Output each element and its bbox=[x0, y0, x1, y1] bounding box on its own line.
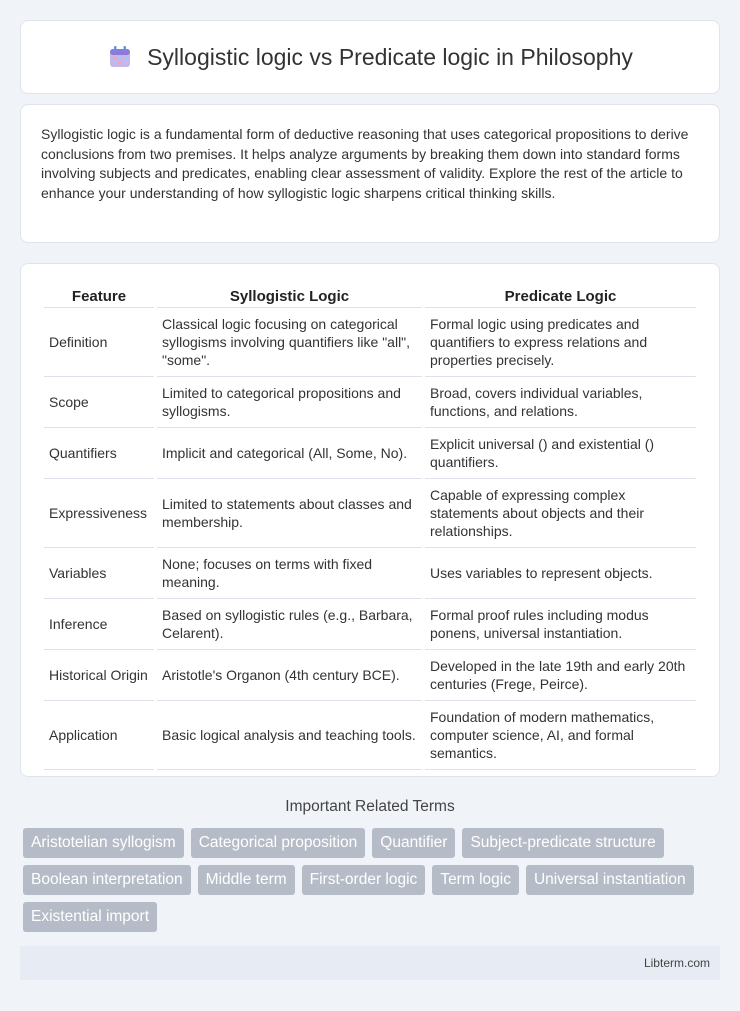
cell-syllogistic: Aristotle's Organon (4th century BCE). bbox=[157, 650, 422, 701]
table-row bbox=[44, 548, 696, 599]
cell-syllogistic: Limited to categorical propositions and syllogisms. bbox=[157, 377, 422, 428]
cell-predicate: Explicit universal () and existential () quantifiers. bbox=[425, 428, 696, 479]
cell-syllogistic: Implicit and categorical (All, Some, No). bbox=[157, 428, 422, 479]
cell-predicate: Formal proof rules including modus ponens, universal instantiation. bbox=[425, 599, 696, 650]
cell-syllogistic: None; focuses on terms with fixed meaning. bbox=[157, 548, 422, 599]
footer bbox=[20, 946, 720, 980]
cell-feature: Application bbox=[44, 701, 154, 770]
header-feature: Feature bbox=[44, 284, 154, 308]
cell-syllogistic: Limited to statements about classes and membership. bbox=[157, 479, 422, 548]
comparison-table bbox=[41, 284, 699, 770]
cell-feature: Historical Origin bbox=[44, 650, 154, 701]
header-syllogistic: Syllogistic Logic bbox=[157, 284, 422, 308]
footer-site-link[interactable]: Libterm.com bbox=[643, 956, 710, 970]
related-term-tag[interactable]: First-order logic bbox=[302, 865, 426, 895]
related-term-tag[interactable]: Subject-predicate structure bbox=[462, 828, 663, 858]
table-row bbox=[44, 308, 696, 377]
page-title: Syllogistic logic vs Predicate logic in Philosophy bbox=[147, 43, 633, 70]
related-term-tag[interactable]: Existential import bbox=[23, 902, 157, 932]
related-term-tag[interactable]: Middle term bbox=[198, 865, 295, 895]
cell-feature: Variables bbox=[44, 548, 154, 599]
related-term-tag[interactable]: Term logic bbox=[432, 865, 519, 895]
intro-text: Syllogistic logic is a fundamental form of deductive reasoning that uses categorical propositions to derive conclusions from two premises. It helps analyze arguments by breaking them down into standard forms involving subjects and predicates, enabling clear assessment of validity. Explore the rest of the article to enhance your understanding of how syllogistic logic sharpens critical thinking skills. bbox=[41, 126, 689, 201]
cell-syllogistic: Based on syllogistic rules (e.g., Barbara, Celarent). bbox=[157, 599, 422, 650]
related-term-tag[interactable]: Categorical proposition bbox=[191, 828, 366, 858]
related-term-tag[interactable]: Boolean interpretation bbox=[23, 865, 191, 895]
related-terms-list bbox=[20, 828, 720, 932]
cell-predicate: Developed in the late 19th and early 20th centuries (Frege, Peirce). bbox=[425, 650, 696, 701]
comparison-card bbox=[20, 263, 720, 777]
intro-card bbox=[20, 104, 720, 243]
page-header bbox=[20, 20, 720, 94]
cell-predicate: Formal logic using predicates and quantifiers to express relations and properties precisely. bbox=[425, 308, 696, 377]
table-row bbox=[44, 650, 696, 701]
cell-predicate: Uses variables to represent objects. bbox=[425, 548, 696, 599]
related-term-tag[interactable]: Quantifier bbox=[372, 828, 455, 858]
calendar-icon bbox=[107, 44, 133, 70]
header-predicate: Predicate Logic bbox=[425, 284, 696, 308]
related-terms-title: Important Related Terms bbox=[285, 798, 455, 815]
table-row bbox=[44, 701, 696, 770]
cell-feature: Quantifiers bbox=[44, 428, 154, 479]
cell-feature: Definition bbox=[44, 308, 154, 377]
cell-syllogistic: Classical logic focusing on categorical syllogisms involving quantifiers like "all", "some". bbox=[157, 308, 422, 377]
table-row bbox=[44, 599, 696, 650]
cell-feature: Inference bbox=[44, 599, 154, 650]
cell-syllogistic: Basic logical analysis and teaching tools. bbox=[157, 701, 422, 770]
table-row bbox=[44, 377, 696, 428]
cell-predicate: Foundation of modern mathematics, computer science, AI, and formal semantics. bbox=[425, 701, 696, 770]
table-row bbox=[44, 479, 696, 548]
cell-predicate: Capable of expressing complex statements about objects and their relationships. bbox=[425, 479, 696, 548]
cell-feature: Expressiveness bbox=[44, 479, 154, 548]
cell-feature: Scope bbox=[44, 377, 154, 428]
table-header-row bbox=[44, 284, 696, 308]
related-term-tag[interactable]: Universal instantiation bbox=[526, 865, 694, 895]
related-term-tag[interactable]: Aristotelian syllogism bbox=[23, 828, 184, 858]
table-row bbox=[44, 428, 696, 479]
cell-predicate: Broad, covers individual variables, functions, and relations. bbox=[425, 377, 696, 428]
